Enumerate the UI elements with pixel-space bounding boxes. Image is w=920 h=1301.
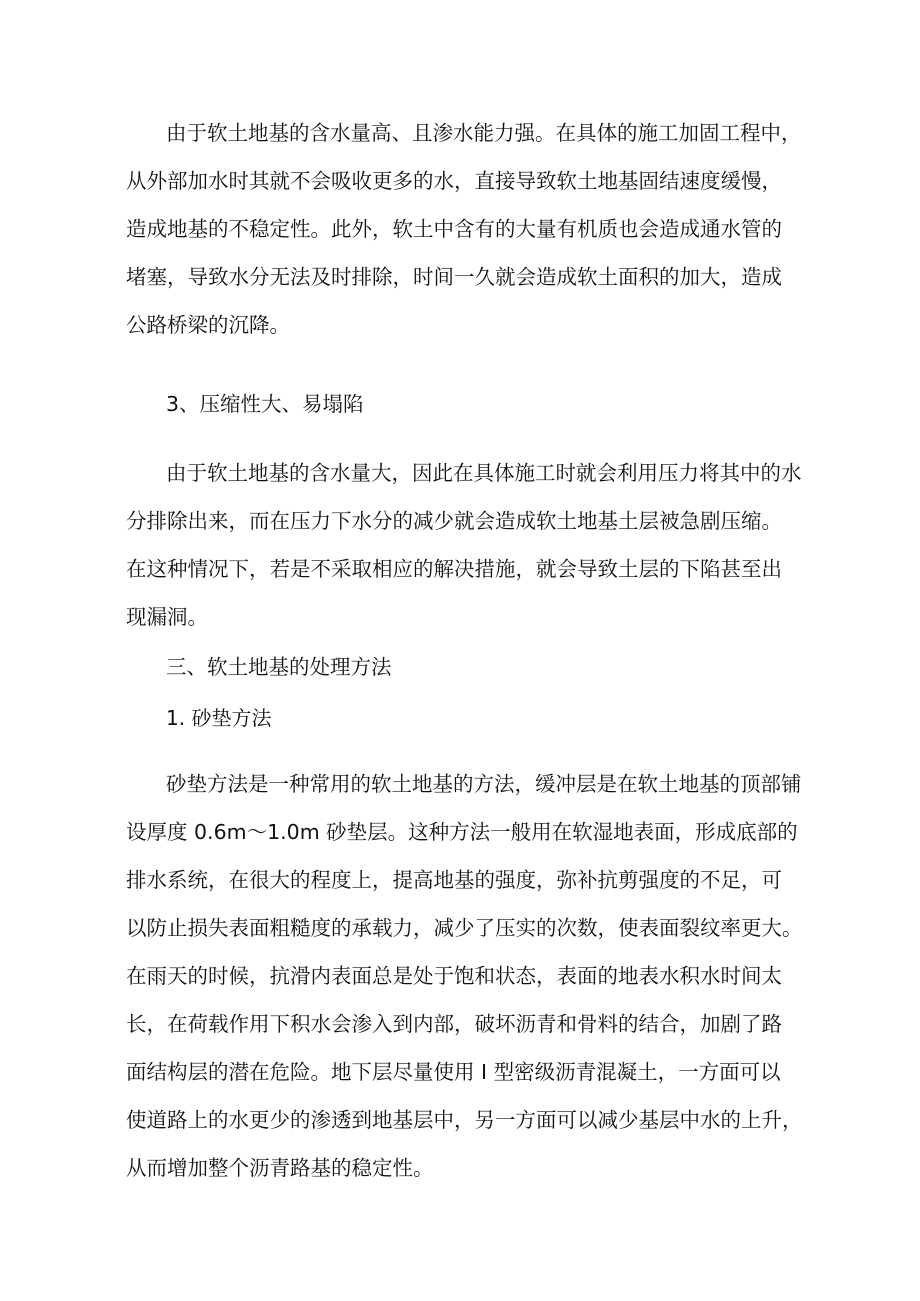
paragraph-line: 由于软土地基的含水量大，因此在具体施工时就会利用压力将其中的水 (166, 461, 802, 485)
paragraph-line: 在这种情况下，若是不采取相应的解决措施，就会导致土层的下陷甚至出 (126, 557, 782, 581)
paragraph-line: 公路桥梁的沉降。 (126, 313, 290, 337)
paragraph-line: 堵塞，导致水分无法及时排除，时间一久就会造成软土面积的加大，造成 (126, 265, 782, 289)
paragraph-line: 造成地基的不稳定性。此外，软土中含有的大量有机质也会造成通水管的 (126, 217, 782, 241)
paragraph-1 (126, 112, 806, 346)
paragraph-3 (126, 763, 806, 1189)
section-heading-3: 3、压缩性大、易塌陷 (166, 392, 364, 416)
paragraph-line: 从而增加整个沥青路基的稳定性。 (126, 1156, 434, 1180)
paragraph-line: 面结构层的潜在危险。地下层尽量使用 I 型密级沥青混凝土，一方面可以 (126, 1060, 781, 1084)
paragraph-line: 从外部加水时其就不会吸收更多的水，直接导致软土地基固结速度缓慢， (126, 169, 782, 193)
section-title: 三、软土地基的处理方法 (166, 655, 392, 679)
paragraph-line: 分排除出来，而在压力下水分的减少就会造成软土地基土层被急剧压缩。 (126, 509, 782, 533)
paragraph-line: 在雨天的时候，抗滑内表面总是处于饱和状态，表面的地表水积水时间太 (126, 964, 782, 988)
paragraph-line: 使道路上的水更少的渗透到地基层中，另一方面可以减少基层中水的上升， (126, 1108, 803, 1132)
paragraph-line: 以防止损失表面粗糙度的承载力，减少了压实的次数，使表面裂纹率更大。 (126, 916, 803, 940)
paragraph-line: 长，在荷载作用下积水会渗入到内部，破坏沥青和骨料的结合，加剧了路 (126, 1012, 782, 1036)
paragraph-line: 排水系统，在很大的程度上，提高地基的强度，弥补抗剪强度的不足，可 (126, 868, 782, 892)
paragraph-2 (126, 452, 806, 638)
paragraph-line: 设厚度 0.6m～1.0m 砂垫层。这种方法一般用在软湿地表面，形成底部的 (126, 820, 798, 844)
subsection-title: 1. 砂垫方法 (166, 706, 272, 730)
paragraph-line: 现漏洞。 (126, 605, 208, 629)
paragraph-line: 由于软土地基的含水量高、且渗水能力强。在具体的施工加固工程中， (166, 121, 802, 145)
paragraph-line: 砂垫方法是一种常用的软土地基的方法，缓冲层是在软土地基的顶部铺 (166, 772, 802, 796)
